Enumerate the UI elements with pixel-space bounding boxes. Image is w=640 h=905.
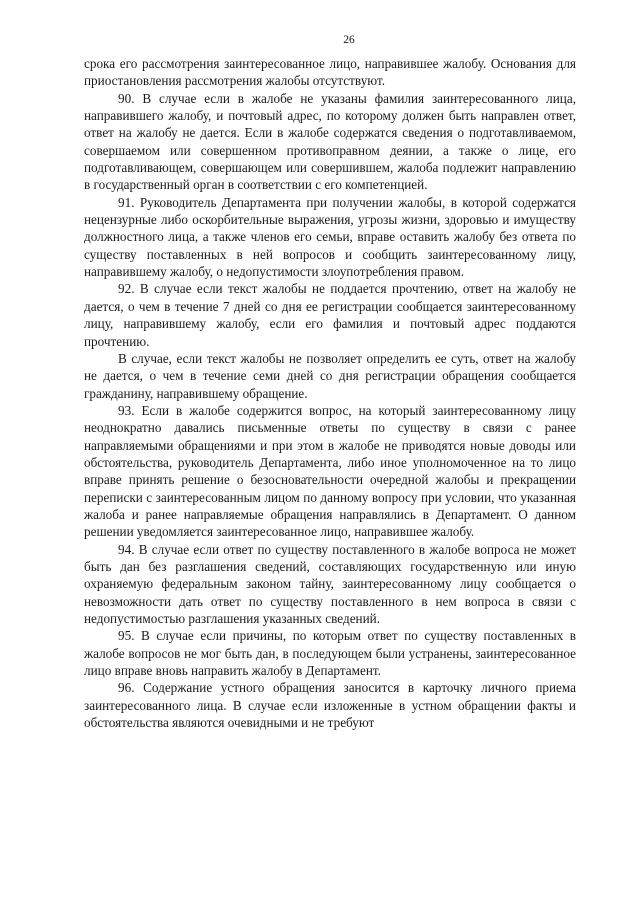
paragraph: 96. Содержание устного обращения заносится в карточку личного приема заинтересованного лица. В случае если изложенные в устном обращении факты и обстоятельства являются очевидными и не требуют xyxy=(84,680,576,731)
paragraph: 93. Если в жалобе содержится вопрос, на который заинтересованному лицу неоднократно давались письменные ответы по существу в связи с ранее направляемыми обращениями и при этом в жалобе не приводятся новые доводы или обстоятельства, руководитель Департамента, либо иное уполномоченное на то лицо вправе принять решение о безосновательности очередной жалобы и прекращении переписки с заинтересованным лицом по данному вопросу при условии, что указанная жалоба и ранее направляемые обращения направлялись в Департамент. О данном решении уведомляется заинтересованное лицо, направившее жалобу. xyxy=(84,402,576,540)
page-number: 26 xyxy=(343,34,355,46)
document-body xyxy=(84,55,576,731)
paragraph: 90. В случае если в жалобе не указаны фамилия заинтересованного лица, направившего жалобу, и почтовый адрес, по которому должен быть направлен ответ, ответ на жалобу не дается. Если в жалобе содержатся сведения о подготавливаемом, совершаемом или совершенном противоправном деянии, а также о лице, его подготавливающем, совершающем или совершившем, жалоба подлежит направлению в государственный орган в соответствии с его компетенцией. xyxy=(84,90,576,193)
paragraph: 95. В случае если причины, по которым ответ по существу поставленных в жалобе вопросов не мог быть дан, в последующем были устранены, заинтересованное лицо вправе вновь направить жалобу в Департамент. xyxy=(84,628,576,679)
paragraph: срока его рассмотрения заинтересованное лицо, направившее жалобу. Основания для приостановления рассмотрения жалобы отсутствуют. xyxy=(84,56,576,89)
paragraph: 92. В случае если текст жалобы не поддается прочтению, ответ на жалобу не дается, о чем в течение 7 дней со дня ее регистрации сообщается заинтересованному лицу, направившему жалобу, если его фамилия и почтовый адрес поддаются прочтению. xyxy=(84,281,576,349)
paragraph: 91. Руководитель Департамента при получении жалобы, в которой содержатся нецензурные либо оскорбительные выражения, угрозы жизни, здоровью и имуществу должностного лица, а также членов его семьи, вправе оставить жалобу без ответа по существу поставленных в ней вопросов и сообщить заинтересованному лицу, направившему жалобу, о недопустимости злоупотребления правом. xyxy=(84,194,576,280)
paragraph: 94. В случае если ответ по существу поставленного в жалобе вопроса не может быть дан без разглашения сведений, составляющих государственную или иную охраняемую федеральным законом тайну, заинтересованному лицу сообщается о невозможности дать ответ по существу поставленного в нем вопроса в связи с недопустимостью разглашения указанных сведений. xyxy=(84,541,576,626)
paragraph: В случае, если текст жалобы не позволяет определить ее суть, ответ на жалобу не дается, о чем в течение семи дней со дня регистрации обращения сообщается гражданину, направившему обращение. xyxy=(84,350,576,401)
